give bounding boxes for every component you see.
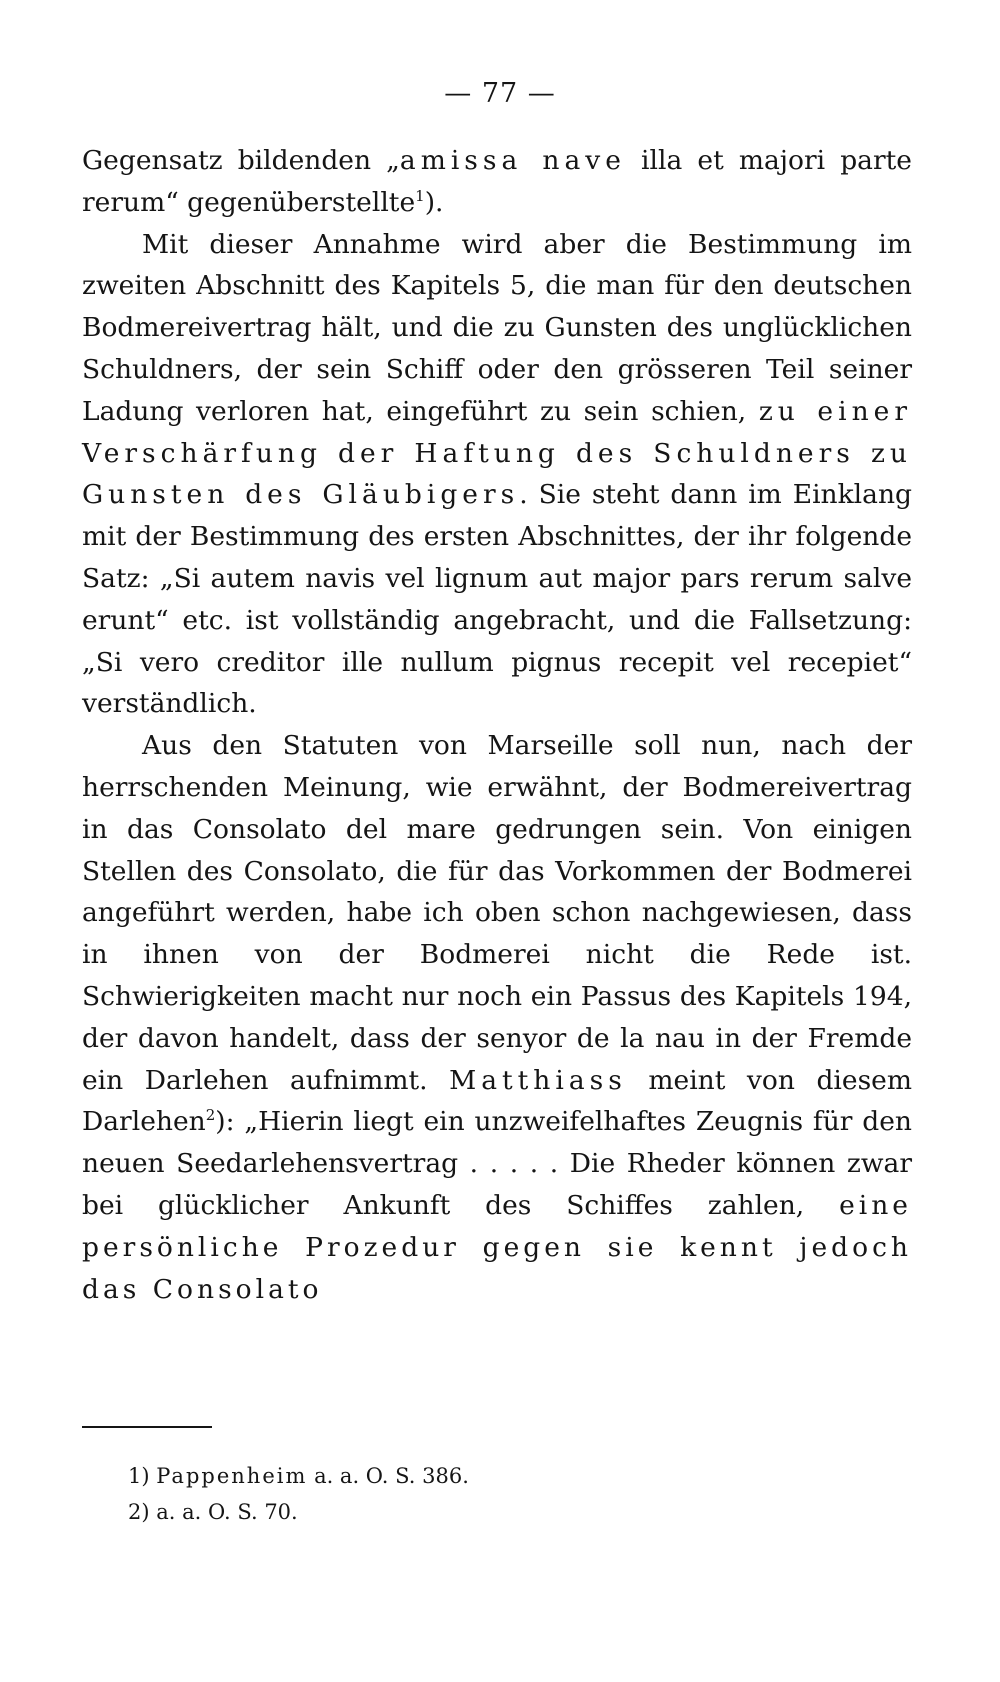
- text-run: illa et majori parte rerum“ gegenüberstellte: [82, 145, 912, 218]
- main-text: [82, 140, 912, 1310]
- emphasized-text: amissa nave: [399, 145, 626, 176]
- emphasized-text: eine persönliche Prozedur gegen sie kennt jedoch das Consolato: [82, 1189, 912, 1305]
- paragraph-2: [82, 224, 912, 726]
- author-name: Matthiass: [449, 1064, 627, 1096]
- footnotes: [128, 1458, 469, 1530]
- text-run: meint von diesem Darlehen: [82, 1064, 912, 1138]
- footnote-ref-2[interactable]: 2: [205, 1106, 216, 1125]
- page-number: — 77 —: [444, 78, 556, 109]
- paragraph-1: [82, 140, 912, 224]
- footnote-author: Pappenheim: [156, 1464, 308, 1488]
- text-run: ).: [424, 186, 444, 218]
- footnote-ref-1[interactable]: 1: [415, 186, 425, 205]
- footnote-marker: 1): [128, 1464, 150, 1488]
- footnote-1: [128, 1458, 469, 1494]
- footnote-marker: 2): [128, 1500, 150, 1524]
- footnote-text: a. a. O. S. 386.: [307, 1464, 469, 1488]
- paragraph-3: [82, 725, 912, 1310]
- text-run: ): „Hierin liegt ein unzweifelhaftes Zeugnis für den neuen Seedarlehensvertrag . . . . . Die Rheder können zwar bei glücklicher Ankunft des Schiffes zahlen,: [82, 1106, 912, 1221]
- footnote-text: a. a. O. S. 70.: [156, 1500, 298, 1524]
- text-run: Gegensatz bildenden „: [82, 145, 400, 176]
- text-run: Aus den Statuten von Marseille soll nun, nach der herrschenden Meinung, wie erwähnt, der Bodmereivertrag in das Consolato del mare gedrungen sein. Von einigen Stellen des Consolato, die für das Vorkommen der Bodmerei angeführt werden, habe ich oben schon nachgewiesen, dass in ihnen von der Bodmerei nicht die Rede ist. Schwierigkeiten macht nur noch ein Passus des Kapitels 194, der davon handelt, dass der senyor de la nau in der Fremde ein Darlehen aufnimmt.: [82, 730, 912, 1096]
- footnote-divider: [82, 1426, 212, 1428]
- emphasized-text: zu einer Verschärfung der Haftung des Schuldners zu Gunsten des Gläubigers: [82, 395, 913, 511]
- text-run: Mit dieser Annahme wird aber die Bestimmung im zweiten Abschnitt des Kapitels 5, die man für den deutschen Bodmereivertrag hält, und die zu Gunsten des unglücklichen Schuldners, der sein Schiff oder den grösseren Teil seiner Ladung verloren hat, eingeführt zu sein schien,: [82, 228, 912, 427]
- text-run: . Sie steht dann im Einklang mit der Bestimmung des ersten Abschnittes, der ihr folgende Satz: „Si autem navis vel lignum aut major pars rerum salve erunt“ etc. ist vollständig angebracht, und die Fallsetzung: „Si vero creditor ille nullum pignus recepit vel recepiet“ verständlich.: [82, 479, 912, 720]
- footnote-2: [128, 1494, 469, 1530]
